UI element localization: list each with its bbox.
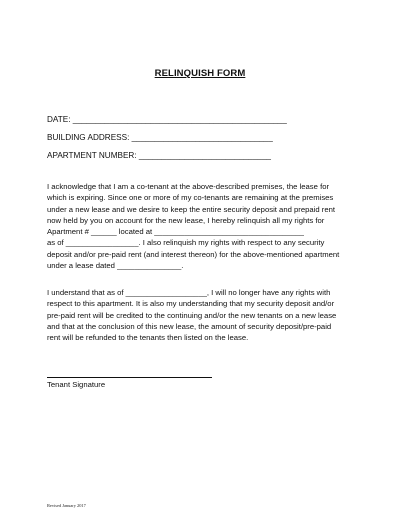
paragraph-line: Apartment # ______ located at ___________________________________	[47, 227, 304, 237]
form-title: RELINQUISH FORM	[154, 68, 246, 79]
paragraph-line: rent will be refunded to the tenants then listed on the lease.	[47, 333, 249, 343]
revised-note: Revised January 2017	[47, 503, 86, 508]
paragraph-line: I understand that as of ___________________, I will no longer have any rights with	[47, 288, 331, 297]
paragraph-line: deposit and/or pre-paid rent (and interest thereon) for the above-mentioned apartment	[47, 249, 340, 259]
paragraph-line: under a lease dated _______________.	[47, 261, 184, 271]
paragraph-line: now held by you on account for the new lease, I hereby relinquish all my rights for	[47, 215, 325, 225]
paragraph-line: respect to this apartment. It is also my understanding that my security deposit and/or	[47, 299, 335, 309]
paragraph-line: pre-paid rent will be credited to the continuing and/or the new tenants on a new lease	[47, 310, 337, 320]
acknowledgement-paragraph	[47, 181, 367, 271]
paragraph-line: as of _________________. I also relinquish my rights with respect to any security	[47, 238, 325, 248]
signature-line	[47, 377, 212, 378]
understanding-paragraph	[47, 287, 367, 343]
tenant-signature-label: Tenant Signature	[47, 380, 106, 389]
date-field: DATE: _______________________________________________	[47, 115, 287, 124]
paragraph-line: and that at the conclusion of this new lease, the amount of security deposit/pre-paid	[47, 321, 332, 331]
apartment-number-field: APARTMENT NUMBER: _____________________________	[47, 151, 271, 160]
paragraph-line: I acknowledge that I am a co-tenant at the above-described premises, the lease for	[47, 182, 330, 191]
paragraph-line: under a new lease and we desire to keep the entire security deposit and prepaid rent	[47, 204, 336, 214]
building-address-field: BUILDING ADDRESS: _______________________________	[47, 133, 273, 142]
paragraph-line: which is expiring. Since one or more of my co-tenants are remaining at the premises	[47, 193, 334, 203]
